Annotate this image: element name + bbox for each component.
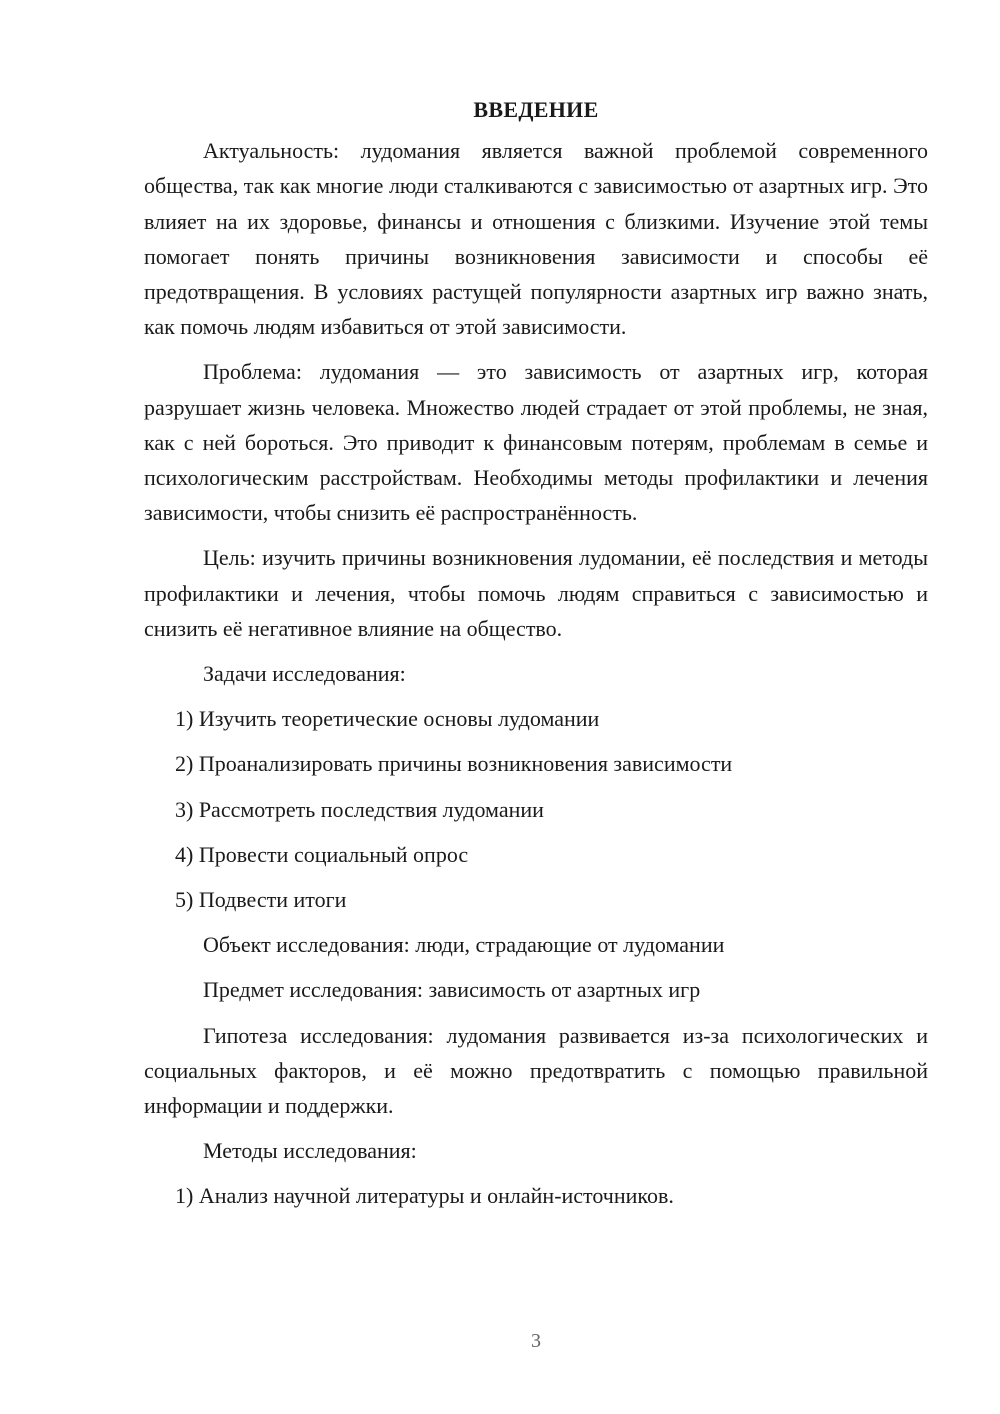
task-item-4: 4) Провести социальный опрос bbox=[175, 841, 469, 867]
page-body bbox=[144, 92, 928, 1224]
task-item-2: 2) Проанализировать причины возникновения зависимости bbox=[175, 751, 733, 777]
page-title: ВВЕДЕНИЕ bbox=[473, 97, 599, 122]
method-item-1: 1) Анализ научной литературы и онлайн-источников. bbox=[175, 1183, 674, 1209]
tasks-heading: Задачи исследования: bbox=[203, 661, 406, 687]
research-subject: Предмет исследования: зависимость от азартных игр bbox=[203, 977, 701, 1003]
tasks-list bbox=[144, 701, 928, 917]
paragraph-relevance: Актуальность: лудомания является важной проблемой современного общества, так как многие люди сталкиваются с зависимостью от азартных игр. Это влияет на их здоровье, финансы и отношения с близкими. Изучение этой темы помогает понять причины возникновения зависимости и способы её предотвращения. В условиях растущей популярности азартных игр важно знать, как помочь людям избавиться от этой зависимости. bbox=[144, 138, 928, 340]
methods-list bbox=[144, 1178, 928, 1213]
research-object: Объект исследования: люди, страдающие от лудомании bbox=[203, 932, 725, 958]
paragraph-problem: Проблема: лудомания — это зависимость от азартных игр, которая разрушает жизнь человека. Множество людей страдает от этой проблемы, не зная, как с ней бороться. Это приводит к финансовым потерям, проблемам в семье и психологическим расстройствам. Необходимы методы профилактики и лечения зависимости, чтобы снизить её распространённость. bbox=[144, 359, 928, 526]
methods-heading: Методы исследования: bbox=[203, 1138, 417, 1164]
task-item-3: 3) Рассмотреть последствия лудомании bbox=[175, 796, 544, 822]
task-item-5: 5) Подвести итоги bbox=[175, 887, 347, 913]
page-number: 3 bbox=[531, 1330, 541, 1352]
paragraph-hypothesis: Гипотеза исследования: лудомания развивается из-за психологических и социальных факторов, и её можно предотвратить с помощью правильной информации и поддержки. bbox=[144, 1022, 928, 1119]
paragraph-goal: Цель: изучить причины возникновения лудомании, её последствия и методы профилактики и лечения, чтобы помочь людям справиться с зависимостью и снизить её негативное влияние на общество. bbox=[144, 545, 928, 641]
task-item-1: 1) Изучить теоретические основы лудомании bbox=[175, 706, 600, 732]
